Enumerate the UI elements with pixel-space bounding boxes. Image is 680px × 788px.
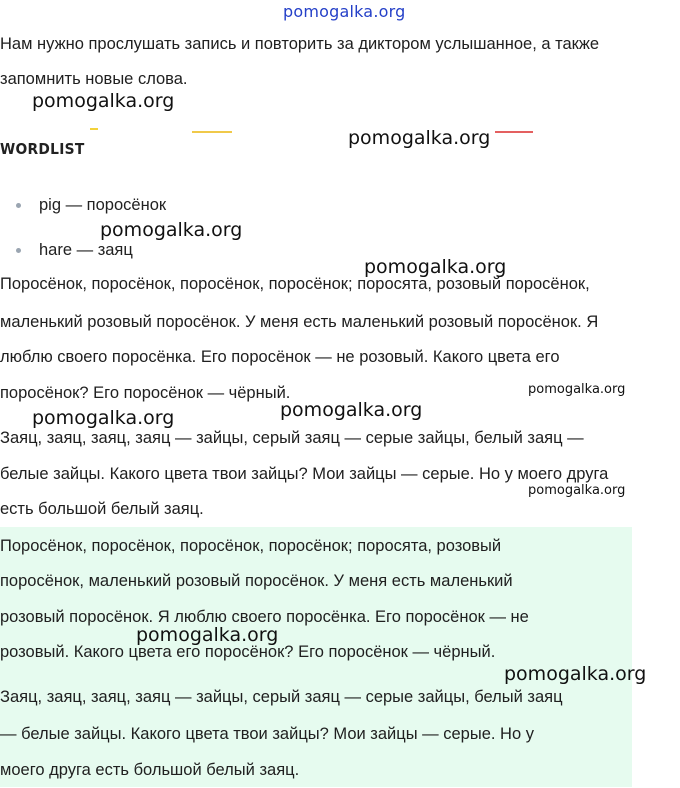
- watermark: pomogalka.org: [32, 407, 175, 429]
- site-link[interactable]: pomogalka.org: [283, 2, 406, 21]
- bullet-icon: [16, 248, 21, 253]
- watermark: pomogalka.org: [528, 483, 626, 498]
- highlight-line: моего друга есть большой белый заяц.: [0, 761, 300, 779]
- watermark: pomogalka.org: [364, 256, 507, 278]
- watermark: pomogalka.org: [348, 127, 491, 149]
- text-line: белые зайцы. Какого цвета твои зайцы? Мои зайцы — серые. Но у моего друга: [0, 465, 609, 483]
- text-line: Поросёнок, поросёнок, поросёнок, поросёнок; поросята, розовый поросёнок,: [0, 275, 590, 293]
- highlight-line: поросёнок, маленький розовый поросёнок. У меня есть маленький: [0, 572, 513, 590]
- text-line: поросёнок? Его поросёнок — чёрный.: [0, 384, 291, 402]
- wordlist-heading: WORDLIST: [0, 140, 85, 158]
- watermark: pomogalka.org: [504, 663, 647, 685]
- bullet-icon: [16, 203, 21, 208]
- wordlist-item-text: pig — поросёнок: [39, 196, 167, 214]
- watermark: pomogalka.org: [136, 624, 279, 646]
- watermark: pomogalka.org: [32, 90, 175, 112]
- watermark: pomogalka.org: [528, 382, 626, 397]
- highlight-line: Заяц, заяц, заяц, заяц — зайцы, серый заяц — серые зайцы, белый заяц: [0, 688, 563, 706]
- decorative-stroke: [192, 131, 232, 133]
- decorative-stroke: [495, 131, 533, 133]
- highlight-line: розовый. Какого цвета его поросёнок? Его поросёнок — чёрный.: [0, 643, 496, 661]
- intro-line-2: запомнить новые слова.: [0, 70, 188, 88]
- highlight-line: Поросёнок, поросёнок, поросёнок, поросёнок; поросята, розовый: [0, 537, 502, 555]
- text-line: есть большой белый заяц.: [0, 500, 204, 518]
- text-line: люблю своего поросёнка. Его поросёнок — не розовый. Какого цвета его: [0, 348, 560, 366]
- list-item: [16, 241, 133, 260]
- wordlist-item-text: hare — заяц: [39, 241, 133, 259]
- text-line: маленький розовый поросёнок. У меня есть маленький розовый поросёнок. Я: [0, 313, 599, 331]
- watermark: pomogalka.org: [100, 219, 243, 241]
- list-item: [16, 196, 166, 215]
- highlight-line: розовый поросёнок. Я люблю своего поросёнка. Его поросёнок — не: [0, 608, 529, 626]
- watermark: pomogalka.org: [280, 399, 423, 421]
- decorative-stroke: [90, 128, 98, 130]
- highlight-line: — белые зайцы. Какого цвета твои зайцы? Мои зайцы — серые. Но у: [0, 725, 534, 743]
- text-line: Заяц, заяц, заяц, заяц — зайцы, серый заяц — серые зайцы, белый заяц —: [0, 429, 584, 447]
- intro-line-1: Нам нужно прослушать запись и повторить за диктором услышанное, а также: [0, 35, 600, 53]
